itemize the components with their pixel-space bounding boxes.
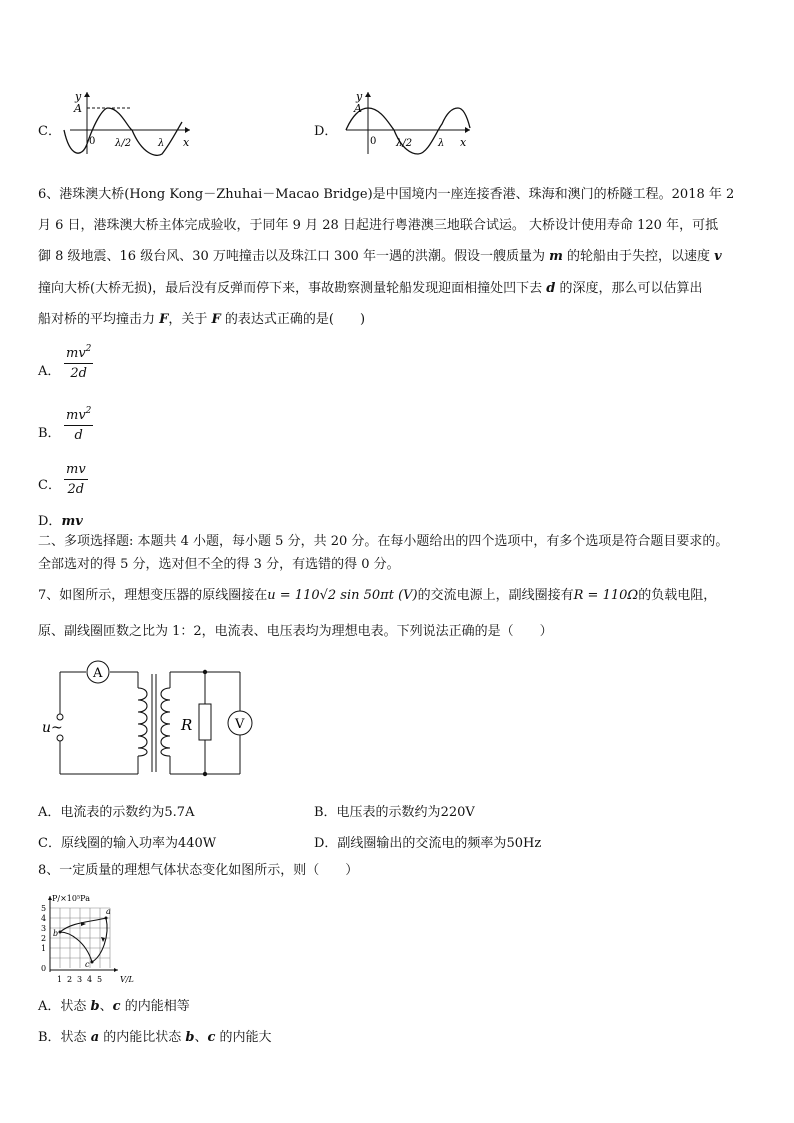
- lambda-label: λ: [438, 138, 445, 149]
- q6-line-5a: 船对桥的平均撞击力: [38, 312, 160, 327]
- q6-line-3a: 御 8 级地震、16 级台风、30 万吨撞击以及珠江口 300 年一遇的洪潮。假设一艘质量为: [38, 249, 550, 264]
- q6-option-a-label: A．: [38, 364, 61, 379]
- q6-line-2: 月 6 日，港珠澳大桥主体完成验收，于同年 9 月 28 日起进行粤港澳三地联合试运。 大桥设计使用寿命 120 年，可抵: [38, 218, 719, 233]
- q8-line-1: 8、一定质量的理想气体状态变化如图所示，则（ ）: [38, 863, 359, 878]
- secondary-coil: [161, 688, 170, 756]
- amplitude-label: A: [354, 102, 362, 115]
- x-axis-arrow: [185, 127, 190, 133]
- q5-option-c-graph: [60, 88, 200, 158]
- q8-option-b: B．状态 a 的内能比状态 b、c 的内能大: [38, 1030, 272, 1045]
- section2-line-2: 全部选对的得 5 分，选对但不全的得 3 分，有选错的得 0 分。: [38, 557, 400, 572]
- y-axis-label: P/×10⁵Pa: [52, 894, 90, 903]
- q7-line-1: 7、如图所示，理想变压器的原线圈接在u = 110√2 sin 50πt (V)的交流电源上，副线圈接有R = 110Ω的负载电阻，: [38, 588, 717, 603]
- q6-option-a-fraction: [64, 344, 93, 381]
- y-axis-arrow: [365, 92, 371, 97]
- x-axis-label: V/L: [120, 975, 134, 984]
- q7-option-b-value: 220V: [440, 805, 475, 820]
- half-lambda-label: λ/2: [396, 138, 413, 149]
- xtick-5: 5: [97, 975, 103, 984]
- q6-line-4a: 撞向大桥(大桥无损)，最后没有反弹而停下来，事故勘察测量轮船发现迎面相撞处凹下去: [38, 281, 547, 296]
- q8-option-a: A．状态 b、c 的内能相等: [38, 999, 190, 1014]
- fraction-denominator: d: [64, 425, 93, 443]
- q7-line-2: 原、副线圈匝数之比为 1：2，电流表、电压表均为理想电表。下列说法正确的是（ ）: [38, 624, 553, 639]
- q7-resistor-value: R = 110Ω: [573, 588, 639, 603]
- y-label: y: [356, 90, 363, 103]
- curve-b-to-c: [60, 932, 92, 962]
- var-d: d: [546, 281, 556, 296]
- junction-bottom: [203, 772, 207, 776]
- q7-option-b: B．电压表的示数约为220V: [314, 805, 475, 820]
- q7-option-c: C．原线圈的输入功率为440W: [38, 836, 217, 851]
- var-v: v: [714, 249, 722, 264]
- q6-option-b-fraction: [64, 406, 93, 443]
- q7-circuit-diagram: [38, 660, 253, 782]
- x-label: x: [183, 136, 190, 149]
- ytick-0: 0: [41, 964, 47, 973]
- fraction-numerator: mv: [66, 462, 86, 477]
- fraction-denominator: 2d: [64, 479, 88, 497]
- ytick-1: 1: [41, 944, 47, 953]
- xtick-1: 1: [57, 975, 63, 984]
- resistor: [199, 704, 211, 740]
- q6-line-3b: 的轮船由于失控，以速度: [562, 249, 715, 264]
- ytick-5: 5: [41, 904, 47, 913]
- q6-line-1: 6、港珠澳大桥(Hong Kong－Zhuhai－Macao Bridge)是中国境内一座连接香港、珠海和澳门的桥隧工程。2018 年 2: [38, 187, 735, 202]
- half-lambda-label: λ/2: [115, 138, 132, 149]
- q6-line-5c: 的表达式正确的是( ): [220, 312, 366, 327]
- origin-label: 0: [89, 136, 96, 147]
- q5-option-c-label: C．: [38, 124, 61, 139]
- y-axis-arrow: [84, 92, 90, 97]
- section2-line-1: 二、多项选择题: 本题共 4 小题，每小题 5 分，共 20 分。在每小题给出的四个选项中，有多个选项是符合题目要求的。: [38, 534, 729, 549]
- q6-option-b-label: B．: [38, 426, 61, 441]
- ytick-2: 2: [41, 934, 47, 943]
- q5-option-d-label: D．: [314, 124, 338, 139]
- q6-option-c-label: C．: [38, 478, 61, 493]
- point-a-label: a: [106, 907, 111, 916]
- origin-label: 0: [370, 136, 377, 147]
- xtick-2: 2: [67, 975, 73, 984]
- q7-option-a-value: 5.7A: [164, 805, 195, 820]
- curve-a-to-c: [92, 918, 107, 962]
- q6-line-3: [38, 248, 722, 266]
- q7-option-d-value: 50Hz: [506, 836, 542, 851]
- source-label: u~: [42, 720, 63, 736]
- q7-option-a: A．电流表的示数约为5.7A: [38, 805, 195, 820]
- voltmeter-label: V: [235, 717, 245, 732]
- y-label: y: [75, 90, 82, 103]
- q6-option-d: D．mv: [38, 514, 83, 529]
- grid: [50, 908, 110, 968]
- point-c-label: c: [85, 960, 90, 969]
- x-axis-arrow: [465, 127, 470, 133]
- q7-formula: u = 110√2 sin 50πt (V): [267, 588, 418, 603]
- fraction-numerator: $mv^2$: [66, 406, 92, 423]
- x-label: x: [460, 136, 467, 149]
- fraction-numerator: $mv^2$: [66, 344, 92, 361]
- point-b-label: b: [53, 929, 59, 938]
- q6-line-5: [38, 311, 365, 329]
- q6-line-4b: 的深度，那么可以估算出: [555, 281, 703, 296]
- fraction-denominator: 2d: [64, 363, 93, 381]
- xtick-3: 3: [77, 975, 83, 984]
- q6-option-c-fraction: [64, 462, 88, 497]
- resistor-label: R: [181, 716, 193, 734]
- q6-option-d-text: mv: [61, 514, 83, 529]
- xtick-4: 4: [87, 975, 93, 984]
- ammeter-label: A: [93, 666, 103, 681]
- var-m: m: [549, 249, 563, 264]
- var-F-2: F: [211, 312, 221, 327]
- q7-option-c-value: 440W: [177, 836, 217, 851]
- q7-option-d: D．副线圈输出的交流电的频率为50Hz: [314, 836, 542, 851]
- q6-line-4: [38, 280, 703, 298]
- junction-top: [203, 670, 207, 674]
- q5-option-d-graph: [336, 88, 476, 158]
- primary-coil: [138, 688, 147, 756]
- ytick-4: 4: [41, 914, 47, 923]
- ytick-3: 3: [41, 924, 47, 933]
- q6-line-5b: ，关于: [168, 312, 212, 327]
- lambda-label: λ: [158, 138, 165, 149]
- amplitude-label: A: [74, 102, 82, 115]
- var-F: F: [159, 312, 169, 327]
- q8-pv-graph: [36, 892, 146, 984]
